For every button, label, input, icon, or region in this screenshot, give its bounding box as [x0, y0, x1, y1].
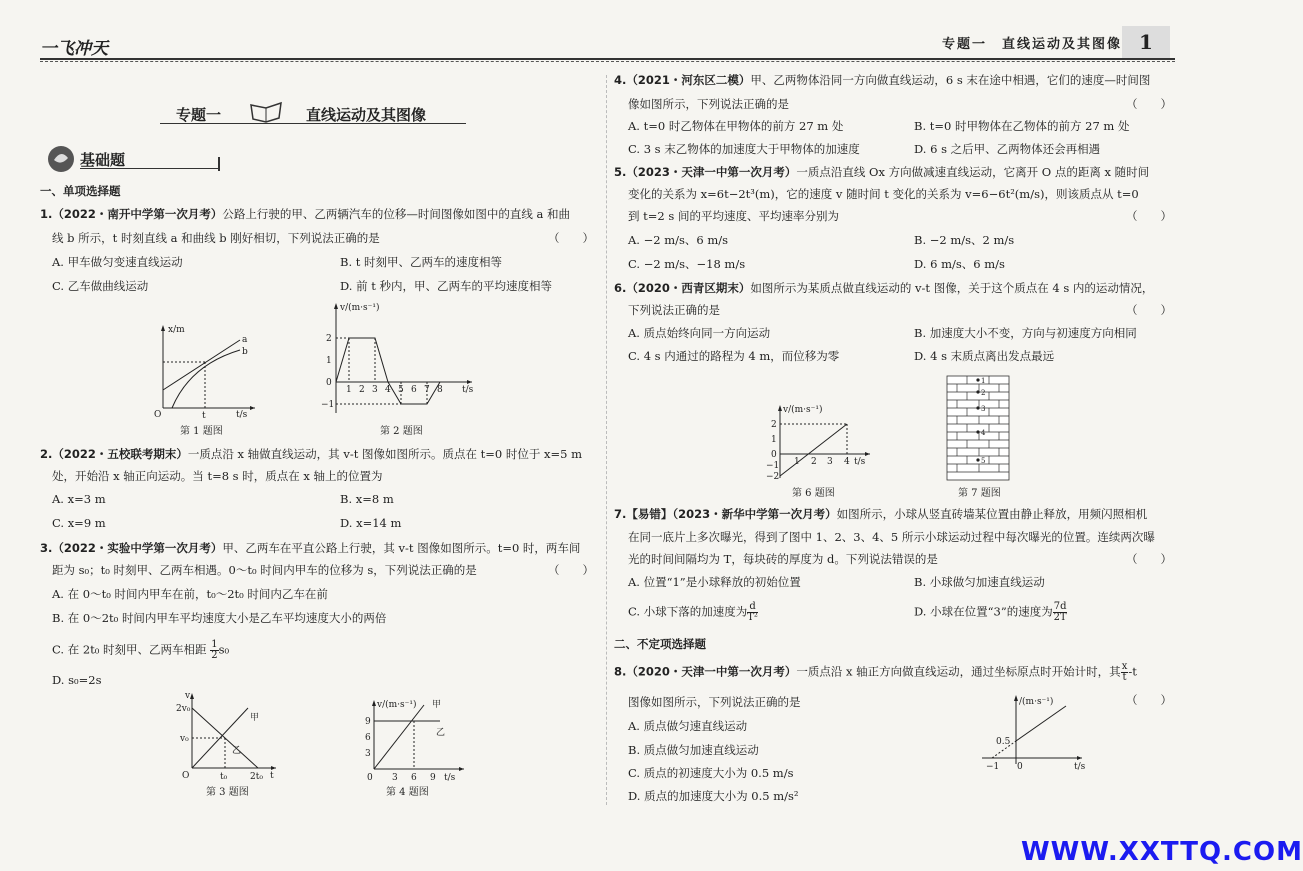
fig6-vt-graph	[758, 402, 876, 482]
fig4-xtick-6: 6	[411, 773, 417, 783]
fig4-caption: 第 4 题图	[386, 787, 429, 798]
header-rule-dashed	[40, 61, 1175, 62]
fig7-caption: 第 7 题图	[958, 488, 1001, 499]
q4-option-d: D. 6 s 之后甲、乙两物体还会再相遇	[914, 142, 1101, 156]
q5-option-d: D. 6 m/s、6 m/s	[914, 257, 1005, 271]
q1-paren: （ ）	[548, 231, 594, 245]
q7-line1: 7.【易错】（2023・新华中学第一次月考）如图所示，小球从竖直砖墙某位置由静止释放，用频闪照相机	[614, 507, 1148, 521]
fig2-xtick-7: 7	[424, 385, 430, 395]
q6-option-b: B. 加速度大小不变，方向与初速度方向相同	[914, 326, 1137, 340]
q7-option-c: C. 小球下落的加速度为 $\frac{d}{\text{T²}}$	[628, 601, 758, 623]
q8-line1: 8.（2020・天津一中第一次月考）一质点沿 x 轴正方向做直线运动，通过坐标原点时开始计时，其 $\frac{x}{t}-t$	[614, 661, 1137, 683]
fig6-ylabel: v/(m·s⁻¹)	[783, 405, 823, 415]
fig2-xtick-2: 2	[359, 385, 365, 395]
topic-prefix: 专题一	[176, 106, 222, 124]
q3-line2: 距为 s₀；t₀ 时刻甲、乙两车相遇。0～t₀ 时间内甲车的位移为 s，下列说法正确的是	[52, 563, 477, 577]
fig7-brick-wall	[945, 374, 1011, 482]
fig2-ytick-neg1: −1	[321, 400, 335, 410]
q6-line1: 6.（2020・西青区期末）如图所示为某质点做直线运动的 v-t 图像，关于这个质点在 4 s 内的运动情况，	[614, 281, 1154, 295]
fig1-xlabel: t/s	[236, 410, 248, 420]
q5-line3: 到 t=2 s 间的平均速度、平均速率分别为	[628, 209, 839, 223]
fig3-t0: t₀	[220, 772, 228, 782]
fig1-label-a: a	[242, 335, 248, 345]
fig2-ytick-2: 2	[326, 334, 332, 344]
q2-option-c: C. x=9 m	[52, 516, 106, 530]
fig2-ylabel: v/(m·s⁻¹)	[340, 303, 380, 313]
q3-option-c: C. 在 2t₀ 时刻甲、乙两车相距 $\frac{1}{2}s_0$	[52, 639, 230, 661]
footer-url: WWW.XXTTQ.COM	[1021, 837, 1303, 867]
svg-text:3: 3	[981, 405, 986, 413]
fig2-xtick-5: 5	[398, 385, 404, 395]
q3-option-b: B. 在 0～2t₀ 时间内甲车平均速度大小是乙车平均速度大小的两倍	[52, 611, 387, 625]
leaf-badge-icon	[46, 144, 76, 174]
q3-option-a: A. 在 0～t₀ 时间内甲车在前，t₀～2t₀ 时间内乙车在前	[52, 587, 328, 601]
fig2-xlabel: t/s	[462, 385, 474, 395]
fig2-xtick-6: 6	[411, 385, 417, 395]
fig6-xtick-2: 2	[811, 457, 817, 467]
fig3-ylabel: v	[185, 691, 191, 701]
fig6-xtick-3: 3	[827, 457, 833, 467]
q7-option-b: B. 小球做匀加速直线运动	[914, 575, 1045, 589]
fig4-ytick-6: 6	[365, 733, 371, 743]
q4-option-b: B. t=0 时甲物体在乙物体的前方 27 m 处	[914, 119, 1130, 133]
fig1-label-b: b	[242, 347, 248, 357]
fig3-2v0: 2v₀	[176, 704, 191, 714]
fig6-ytick-2: 2	[771, 420, 777, 430]
fig2-ytick-0: 0	[326, 378, 332, 388]
svg-text:5: 5	[981, 457, 986, 465]
fig8-xtick-0: 0	[1017, 762, 1023, 772]
q6-option-a: A. 质点始终向同一方向运动	[628, 326, 771, 340]
fig3-2t0: 2t₀	[250, 772, 263, 782]
q6-option-d: D. 4 s 末质点离出发点最远	[914, 349, 1055, 363]
q2-option-d: D. x=14 m	[340, 516, 402, 530]
section-basic-title: 基础题	[80, 151, 126, 169]
fig8-ylabel: /(m·s⁻¹)	[1019, 697, 1054, 707]
fig2-xtick-1: 1	[346, 385, 352, 395]
q3-option-d: D. s₀=2s	[52, 673, 102, 687]
fig8-xt-graph	[978, 692, 1088, 774]
header-title: 专题一 直线运动及其图像	[942, 37, 1123, 52]
q1-option-c: C. 乙车做曲线运动	[52, 279, 149, 293]
fig2-caption: 第 2 题图	[380, 426, 423, 437]
fig8-xlabel: t/s	[1074, 762, 1086, 772]
column-divider	[606, 75, 607, 805]
fig3-caption: 第 3 题图	[206, 787, 249, 798]
q4-paren: （ ）	[1126, 97, 1172, 111]
fig4-jia: 甲	[432, 700, 442, 710]
fig4-ylabel: v/(m·s⁻¹)	[377, 700, 417, 710]
fig6-ytick-0: 0	[771, 450, 777, 460]
fig8-ytick-0-5: 0.5	[996, 737, 1011, 747]
q4-line2: 像如图所示，下列说法正确的是	[628, 97, 789, 111]
brand-logo: 一飞冲天	[40, 39, 108, 59]
topic-title: 直线运动及其图像	[306, 106, 427, 124]
book-icon	[246, 100, 286, 124]
q7-option-a: A. 位置“1”是小球释放的初始位置	[628, 575, 801, 589]
fig3-xlabel: t	[270, 771, 274, 781]
header-rule	[40, 58, 1175, 60]
q6-paren: （ ）	[1126, 303, 1172, 317]
q7-line2: 在同一底片上多次曝光，得到了图中 1、2、3、4、5 所示小球运动过程中每次曝光的位置。连续两次曝	[628, 530, 1155, 544]
svg-text:2: 2	[981, 389, 986, 397]
section-bar	[218, 157, 220, 171]
q4-line1: 4.（2021・河东区二模）甲、乙两物体沿同一方向做直线运动，6 s 末在途中相遇，它们的速度—时间图	[614, 73, 1151, 87]
fig6-ytick-1: 1	[771, 435, 777, 445]
fig3-origin: O	[182, 771, 190, 781]
q2-option-a: A. x=3 m	[52, 492, 106, 506]
svg-text:1: 1	[981, 377, 986, 385]
fig1-ylabel: x/m	[168, 325, 185, 335]
q3-paren: （ ）	[548, 563, 594, 577]
q6-option-c: C. 4 s 内通过的路程为 4 m，而位移为零	[628, 349, 840, 363]
topic-underline	[160, 123, 466, 124]
q3-line1: 3.（2022・实验中学第一次月考）甲、乙两车在平直公路上行驶，其 v-t 图像如图所示。t=0 时，两车间	[40, 541, 581, 555]
fig3-vt-graph	[176, 690, 284, 782]
fig1-xt-graph	[150, 320, 260, 420]
q4-option-c: C. 3 s 末乙物体的加速度大于甲物体的加速度	[628, 142, 860, 156]
q1-line2: 线 b 所示，t 时刻直线 a 和曲线 b 刚好相切，下列说法正确的是	[52, 231, 380, 245]
fig6-xtick-1: 1	[794, 457, 800, 467]
fig6-ytick-neg1: −1	[766, 461, 780, 471]
q2-line1: 2.（2022・五校联考期末）一质点沿 x 轴做直线运动，其 v-t 图像如图所示。质点在 t=0 时位于 x=5 m	[40, 447, 583, 461]
q8-option-d: D. 质点的加速度大小为 0.5 m/s²	[628, 789, 799, 803]
q8-option-c: C. 质点的初速度大小为 0.5 m/s	[628, 766, 794, 780]
q7-option-d: D. 小球在位置“3”的速度为 $\frac{7d}{2T}$	[914, 601, 1067, 623]
fig6-caption: 第 6 题图	[792, 488, 835, 499]
fig4-yi: 乙	[436, 728, 446, 738]
fig3-yi: 乙	[232, 746, 242, 756]
svg-text:4: 4	[981, 429, 986, 437]
fig8-xtick-neg1: −1	[986, 762, 1000, 772]
fig4-ytick-9: 9	[365, 717, 371, 727]
q8-paren: （ ）	[1126, 693, 1172, 707]
q2-line2: 处，开始沿 x 轴正向运动。当 t=8 s 时，质点在 x 轴上的位置为	[52, 469, 383, 483]
fig2-ytick-1: 1	[326, 356, 332, 366]
fig4-xtick-9: 9	[430, 773, 436, 783]
q8-option-b: B. 质点做匀加速直线运动	[628, 743, 759, 757]
q4-option-a: A. t=0 时乙物体在甲物体的前方 27 m 处	[628, 119, 844, 133]
fig2-vt-graph	[320, 298, 480, 420]
q5-option-c: C. −2 m/s、−18 m/s	[628, 257, 746, 271]
q2-option-b: B. x=8 m	[340, 492, 394, 506]
part1-title: 一、单项选择题	[40, 184, 121, 198]
q5-paren: （ ）	[1126, 209, 1172, 223]
fig6-xtick-4: 4	[844, 457, 850, 467]
page-number: 1	[1122, 26, 1170, 58]
fig2-xtick-4: 4	[385, 385, 391, 395]
fig3-jia: 甲	[250, 713, 260, 723]
q7-paren: （ ）	[1126, 552, 1172, 566]
fig6-xlabel: t/s	[854, 457, 866, 467]
fig4-ytick-3: 3	[365, 749, 371, 759]
q5-line1: 5.（2023・天津一中第一次月考）一质点沿直线 Ox 方向做减速直线运动，它离开 O 点的距离 x 随时间	[614, 165, 1150, 179]
q6-line2: 下列说法正确的是	[628, 303, 720, 317]
fig1-origin: O	[154, 410, 162, 420]
part2-title: 二、不定项选择题	[614, 637, 706, 651]
fig2-xtick-3: 3	[372, 385, 378, 395]
fig4-xtick-0: 0	[367, 773, 373, 783]
fig1-t-tick: t	[202, 411, 206, 421]
q5-line2: 变化的关系为 x=6t−2t³(m)，它的速度 v 随时间 t 变化的关系为 v=6−6t²(m/s)，则该质点从 t=0	[628, 187, 1139, 201]
q8-line2: 图像如图所示，下列说法正确的是	[628, 695, 801, 709]
q7-line3: 光的时间间隔均为 T，每块砖的厚度为 d。下列说法错误的是	[628, 552, 938, 566]
fig4-xtick-3: 3	[392, 773, 398, 783]
fig3-v0: v₀	[180, 734, 189, 744]
section-underline	[80, 168, 220, 169]
q1-option-b: B. t 时刻甲、乙两车的速度相等	[340, 255, 503, 269]
q1-option-a: A. 甲车做匀变速直线运动	[52, 255, 183, 269]
fig1-caption: 第 1 题图	[180, 426, 223, 437]
fig6-ytick-neg2: −2	[766, 472, 780, 482]
q1-option-d: D. 前 t 秒内，甲、乙两车的平均速度相等	[340, 279, 553, 293]
q1-line1: 1.（2022・南开中学第一次月考）公路上行驶的甲、乙两辆汽车的位移—时间图像如图中的直线 a 和曲	[40, 207, 571, 221]
q5-option-a: A. −2 m/s、6 m/s	[628, 233, 729, 247]
fig2-xtick-8: 8	[437, 385, 443, 395]
fig4-xlabel: t/s	[444, 773, 456, 783]
q5-option-b: B. −2 m/s、2 m/s	[914, 233, 1015, 247]
fig4-vt-graph	[360, 697, 470, 783]
q8-option-a: A. 质点做匀速直线运动	[628, 719, 748, 733]
